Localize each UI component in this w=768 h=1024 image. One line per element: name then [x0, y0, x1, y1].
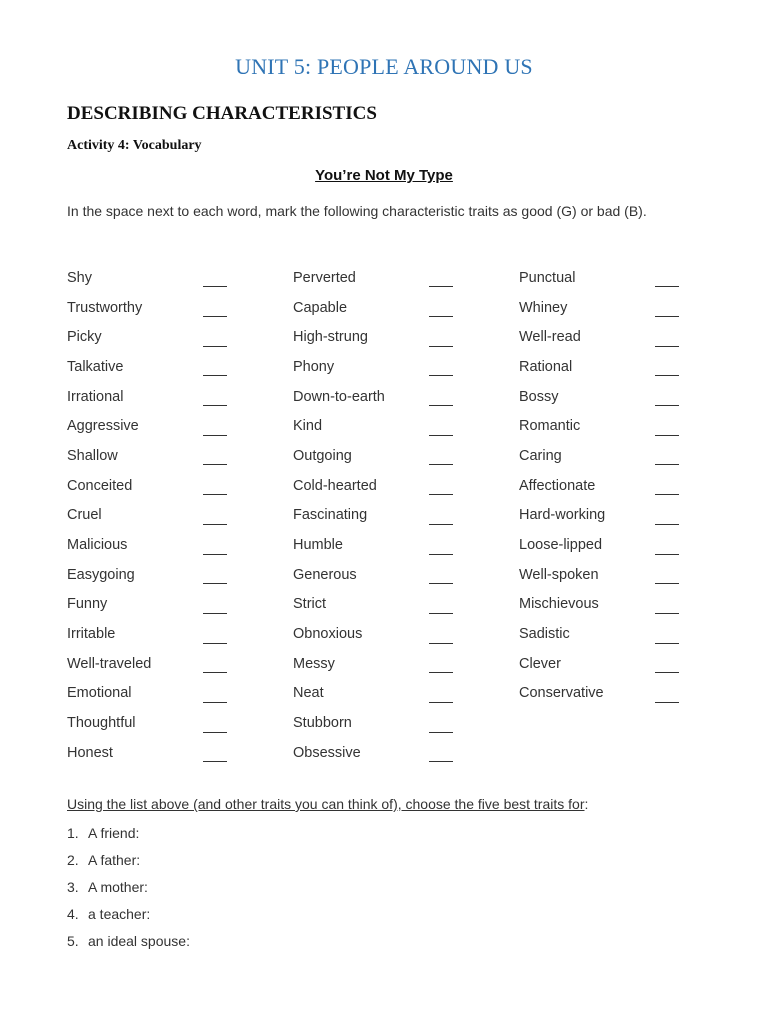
trait-word: Obsessive [293, 744, 361, 761]
trait-row [67, 679, 293, 709]
prompt-text: Using the list above (and other traits you can think of), choose the five best traits for [67, 796, 585, 812]
answer-blank[interactable] [203, 302, 227, 317]
answer-blank[interactable] [203, 569, 227, 584]
list-text: a teacher: [88, 905, 151, 922]
trait-word: Bossy [519, 388, 559, 405]
trait-word: Affectionate [519, 477, 596, 494]
list-text: A father: [88, 851, 141, 868]
instructions: In the space next to each word, mark the following characteristic traits as good (G) or bad (B). [67, 203, 647, 219]
list-number: 3. [67, 878, 79, 895]
answer-blank[interactable] [429, 569, 453, 584]
answer-blank[interactable] [429, 629, 453, 644]
answer-blank[interactable] [429, 688, 453, 703]
trait-row [519, 382, 745, 412]
trait-word: Capable [293, 299, 348, 316]
list-item [67, 927, 190, 954]
answer-blank[interactable] [203, 391, 227, 406]
trait-word: Humble [293, 537, 343, 554]
answer-blank[interactable] [655, 510, 679, 525]
trait-row [293, 471, 519, 501]
list-text: A mother: [88, 878, 148, 895]
trait-word: Funny [67, 596, 108, 613]
answer-blank[interactable] [429, 658, 453, 673]
trait-row [519, 560, 745, 590]
trait-row [519, 590, 745, 620]
trait-row [519, 530, 745, 560]
trait-word: Whiney [519, 299, 568, 316]
answer-blank[interactable] [655, 599, 679, 614]
answer-blank[interactable] [203, 599, 227, 614]
trait-row [519, 352, 745, 382]
answer-blank[interactable] [203, 480, 227, 495]
trait-row [67, 263, 293, 293]
activity-label: Activity 4: Vocabulary [67, 138, 202, 153]
trait-word: Cruel [67, 507, 102, 524]
answer-blank[interactable] [655, 450, 679, 465]
trait-word: Trustworthy [67, 299, 143, 316]
trait-row [293, 411, 519, 441]
answer-blank[interactable] [429, 391, 453, 406]
answer-blank[interactable] [203, 688, 227, 703]
trait-row [519, 411, 745, 441]
answer-blank[interactable] [203, 450, 227, 465]
trait-word: Emotional [67, 685, 132, 702]
trait-word: Cold-hearted [293, 477, 377, 494]
answer-blank[interactable] [429, 747, 453, 762]
trait-row [293, 649, 519, 679]
answer-blank[interactable] [655, 540, 679, 555]
trait-row [67, 293, 293, 323]
section-title: DESCRIBING CHARACTERISTICS [67, 103, 377, 124]
answer-blank[interactable] [655, 629, 679, 644]
worksheet-subtitle: You’re Not My Type [315, 167, 453, 184]
trait-row [67, 708, 293, 738]
answer-blank[interactable] [655, 391, 679, 406]
trait-row [519, 679, 745, 709]
trait-row [293, 501, 519, 531]
answer-blank[interactable] [429, 599, 453, 614]
trait-word: Messy [293, 655, 335, 672]
trait-column-3 [519, 263, 745, 708]
trait-word: Outgoing [293, 447, 352, 464]
answer-blank[interactable] [429, 361, 453, 376]
answer-blank[interactable] [429, 510, 453, 525]
list-text: an ideal spouse: [88, 932, 190, 949]
answer-blank[interactable] [203, 747, 227, 762]
trait-word: Romantic [519, 418, 581, 435]
trait-row [67, 382, 293, 412]
trait-word: Well-traveled [67, 655, 152, 672]
trait-word: Stubborn [293, 715, 352, 732]
answer-blank[interactable] [429, 332, 453, 347]
trait-row [519, 441, 745, 471]
answer-blank[interactable] [203, 332, 227, 347]
prompt-suffix: : [584, 796, 589, 812]
trait-row [519, 293, 745, 323]
trait-column-1 [67, 263, 293, 768]
trait-word: Obnoxious [293, 626, 363, 643]
trait-row [293, 679, 519, 709]
trait-row [519, 619, 745, 649]
trait-word: Honest [67, 744, 113, 761]
answer-blank[interactable] [203, 540, 227, 555]
trait-word: Well-spoken [519, 566, 599, 583]
trait-row [519, 471, 745, 501]
answer-blank[interactable] [655, 658, 679, 673]
trait-row [293, 322, 519, 352]
trait-word: Strict [293, 596, 327, 613]
answer-blank[interactable] [429, 718, 453, 733]
trait-word: Conservative [519, 685, 604, 702]
unit-title: UNIT 5: PEOPLE AROUND US [235, 54, 533, 79]
answer-blank[interactable] [429, 540, 453, 555]
trait-word: Talkative [67, 358, 124, 375]
trait-word: Kind [293, 418, 323, 435]
trait-row [67, 322, 293, 352]
trait-word: Aggressive [67, 418, 139, 435]
trait-row [293, 738, 519, 768]
trait-row [293, 530, 519, 560]
trait-word: Neat [293, 685, 324, 702]
trait-row [519, 649, 745, 679]
list-item [67, 873, 190, 900]
trait-word: Thoughtful [67, 715, 136, 732]
trait-word: Easygoing [67, 566, 135, 583]
answer-blank[interactable] [429, 421, 453, 436]
answer-blank[interactable] [429, 302, 453, 317]
trait-word: Punctual [519, 269, 576, 286]
trait-word: Hard-working [519, 507, 606, 524]
trait-row [293, 352, 519, 382]
trait-row [67, 471, 293, 501]
trait-word: Phony [293, 358, 335, 375]
answer-blank[interactable] [655, 421, 679, 436]
question-list [67, 819, 190, 954]
trait-row [67, 738, 293, 768]
trait-word: Rational [519, 358, 573, 375]
trait-word: Irrational [67, 388, 124, 405]
trait-row [67, 411, 293, 441]
prompt [67, 796, 588, 812]
trait-word: Mischievous [519, 596, 599, 613]
trait-row [519, 263, 745, 293]
trait-word: Malicious [67, 537, 128, 554]
answer-blank[interactable] [429, 450, 453, 465]
trait-word: High-strung [293, 329, 368, 346]
list-text: A friend: [88, 824, 140, 841]
trait-row [519, 322, 745, 352]
answer-blank[interactable] [429, 480, 453, 495]
trait-column-2 [293, 263, 519, 768]
answer-blank[interactable] [655, 332, 679, 347]
answer-blank[interactable] [203, 421, 227, 436]
trait-word: Clever [519, 655, 561, 672]
answer-blank[interactable] [655, 361, 679, 376]
trait-row [67, 619, 293, 649]
trait-row [293, 441, 519, 471]
answer-blank[interactable] [203, 361, 227, 376]
answer-blank[interactable] [655, 480, 679, 495]
trait-word: Caring [519, 447, 562, 464]
trait-word: Conceited [67, 477, 133, 494]
trait-word: Picky [67, 329, 102, 346]
trait-word: Shy [67, 269, 92, 286]
trait-word: Irritable [67, 626, 116, 643]
trait-row [293, 382, 519, 412]
list-item [67, 819, 190, 846]
trait-word: Generous [293, 566, 357, 583]
trait-word: Fascinating [293, 507, 368, 524]
trait-word: Loose-lipped [519, 537, 603, 554]
answer-blank[interactable] [655, 569, 679, 584]
answer-blank[interactable] [655, 688, 679, 703]
trait-row [67, 530, 293, 560]
trait-row [67, 590, 293, 620]
trait-row [293, 590, 519, 620]
answer-blank[interactable] [203, 272, 227, 287]
trait-row [67, 560, 293, 590]
answer-blank[interactable] [203, 718, 227, 733]
trait-row [519, 501, 745, 531]
answer-blank[interactable] [429, 272, 453, 287]
trait-row [293, 708, 519, 738]
trait-row [293, 293, 519, 323]
trait-row [293, 619, 519, 649]
list-item [67, 900, 190, 927]
list-number: 5. [67, 932, 79, 949]
trait-row [67, 441, 293, 471]
answer-blank[interactable] [655, 302, 679, 317]
answer-blank[interactable] [203, 658, 227, 673]
trait-row [293, 263, 519, 293]
list-number: 1. [67, 824, 79, 841]
list-number: 4. [67, 905, 79, 922]
answer-blank[interactable] [655, 272, 679, 287]
trait-word: Down-to-earth [293, 388, 385, 405]
trait-row [67, 501, 293, 531]
trait-row [67, 352, 293, 382]
answer-blank[interactable] [203, 629, 227, 644]
trait-word: Perverted [293, 269, 356, 286]
trait-word: Shallow [67, 447, 118, 464]
trait-word: Well-read [519, 329, 581, 346]
trait-word: Sadistic [519, 626, 570, 643]
trait-row [293, 560, 519, 590]
answer-blank[interactable] [203, 510, 227, 525]
trait-row [67, 649, 293, 679]
list-number: 2. [67, 851, 79, 868]
list-item [67, 846, 190, 873]
